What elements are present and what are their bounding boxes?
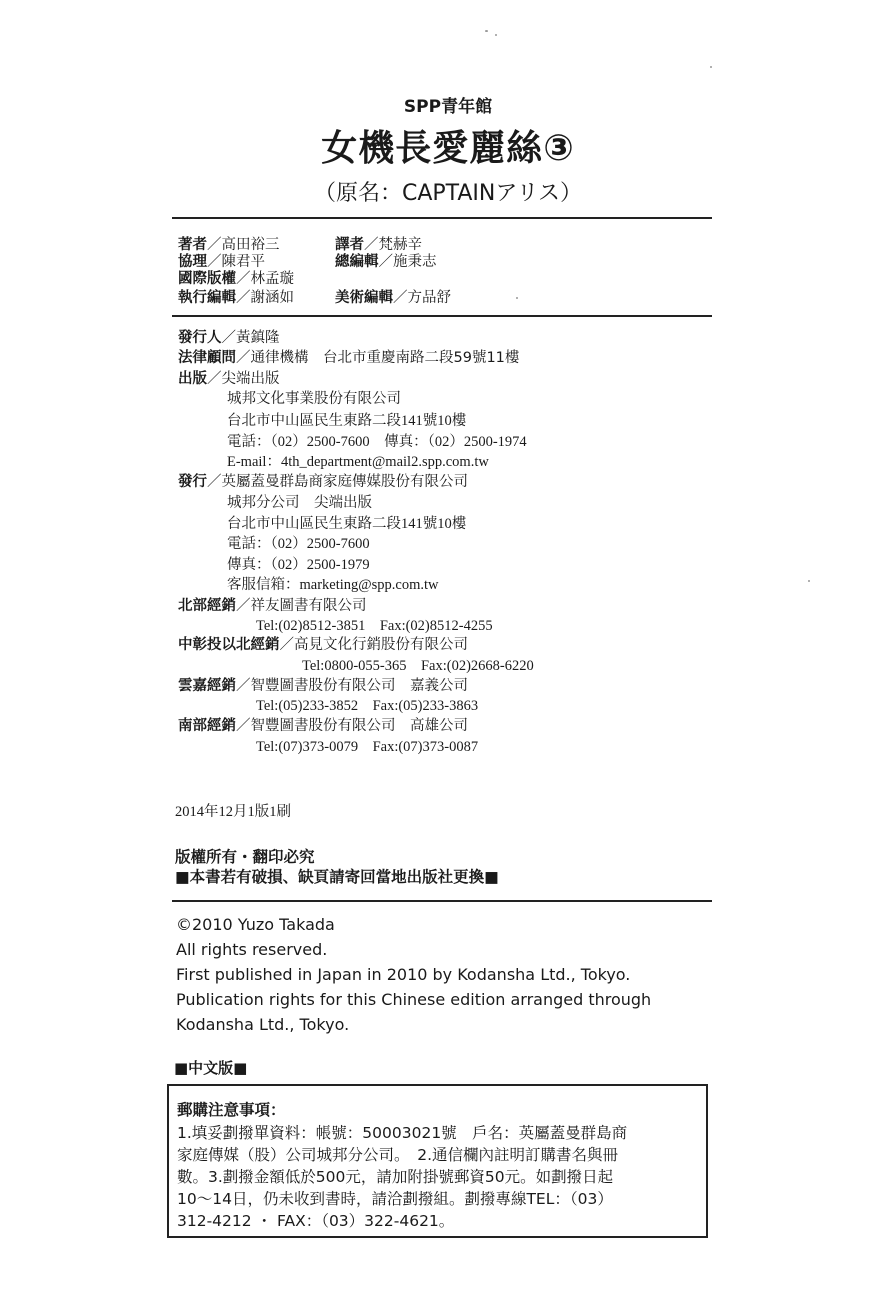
credit-author: 著者／高田裕三 [178, 237, 280, 253]
divider [172, 315, 712, 317]
chinese-edition-label: ■中文版■ [174, 1059, 248, 1077]
credit-art-editor: 美術編輯／方品舒 [335, 290, 451, 306]
central-distributor: 中彰投以北經銷／高見文化行銷股份有限公司 [178, 637, 468, 653]
divider [172, 900, 712, 902]
distribution-branch: 城邦分公司 尖端出版 [227, 495, 372, 511]
distribution-phone: 電話：（02）2500-7600 [227, 536, 370, 552]
distribution-address: 台北市中山區民生東路二段141號10樓 [227, 516, 467, 532]
distribution-line: 發行／英屬蓋曼群島商家庭傳媒股份有限公司 [178, 474, 468, 490]
copyright-line: All rights reserved. [176, 940, 328, 959]
scan-speck [495, 34, 497, 36]
credit-intl-rights: 國際版權／林孟璇 [178, 271, 294, 287]
edition-date: 2014年12月1版1刷 [175, 804, 291, 820]
legal-line: 法律顧問／通律機構 台北市重慶南路二段59號11樓 [178, 350, 520, 366]
chiayi-contact: Tel:(05)233-3852 Fax:(05)233-3863 [256, 698, 479, 714]
credit-exec-editor: 執行編輯／謝涵如 [178, 290, 294, 306]
notice-line: 312-4212 ・ FAX：（03）322-4621。 [177, 1212, 455, 1230]
series-name: SPP青年館 [403, 97, 493, 117]
publish-email: E-mail：4th_department@mail2.spp.com.tw [227, 454, 489, 470]
publish-line: 出版／尖端出版 [178, 371, 280, 387]
distribution-service-email: 客服信箱：marketing@spp.com.tw [227, 577, 439, 593]
publish-phone: 電話：（02）2500-7600 傳真：（02）2500-1974 [227, 434, 527, 450]
scan-speck [516, 297, 518, 299]
notice-line: 數。3.劃撥金額低於500元，請加附掛號郵資50元。如劃撥日起 [177, 1168, 614, 1186]
central-contact: Tel:0800-055-365 Fax:(02)2668-6220 [302, 658, 534, 674]
notice-line: 1.填妥劃撥單資料：帳號：50003021號 戶名：英屬蓋曼群島商 [177, 1124, 628, 1142]
publish-company: 城邦文化事業股份有限公司 [227, 391, 401, 407]
south-distributor: 南部經銷／智豐圖書股份有限公司 高雄公司 [178, 718, 468, 734]
copyright-line: Kodansha Ltd., Tokyo. [176, 1015, 350, 1034]
credit-translator: 譯者／梵赫辛 [335, 237, 422, 253]
north-contact: Tel:(02)8512-3851 Fax:(02)8512-4255 [256, 618, 493, 634]
scan-speck [710, 66, 712, 68]
scan-speck [485, 30, 488, 32]
north-distributor: 北部經銷／祥友圖書有限公司 [178, 598, 367, 614]
original-title: （原名：CAPTAINアリス） [313, 181, 583, 206]
notice-title: 郵購注意事項： [177, 1101, 286, 1119]
copyright-line: Publication rights for this Chinese edition arranged through [176, 990, 652, 1009]
credit-manager: 協理／陳君平 [178, 254, 265, 270]
mail-order-notice [167, 1084, 708, 1238]
copyright-line: First published in Japan in 2010 by Kodansha Ltd., Tokyo. [176, 965, 631, 984]
distribution-fax: 傳真：（02）2500-1979 [227, 557, 370, 573]
divider [172, 217, 712, 219]
scan-speck [808, 580, 810, 582]
chiayi-distributor: 雲嘉經銷／智豐圖書股份有限公司 嘉義公司 [178, 678, 468, 694]
book-title: 女機長愛麗絲③ [321, 128, 575, 169]
damage-notice: ■本書若有破損、缺頁請寄回當地出版社更換■ [175, 868, 499, 886]
publish-address: 台北市中山區民生東路二段141號10樓 [227, 413, 467, 429]
copyright-line: ©2010 Yuzo Takada [176, 915, 335, 934]
rights-reserved: 版權所有・翻印必究 [175, 848, 315, 866]
credit-chief-editor: 總編輯／施秉志 [335, 254, 437, 270]
notice-line: 家庭傳媒（股）公司城邦分公司。 2.通信欄內註明訂購書名與冊 [177, 1146, 619, 1164]
south-contact: Tel:(07)373-0079 Fax:(07)373-0087 [256, 739, 479, 755]
notice-line: 10～14日，仍未收到書時，請洽劃撥組。劃撥專線TEL：（03） [177, 1190, 613, 1208]
issuer-line: 發行人／黃鎮隆 [178, 330, 280, 346]
